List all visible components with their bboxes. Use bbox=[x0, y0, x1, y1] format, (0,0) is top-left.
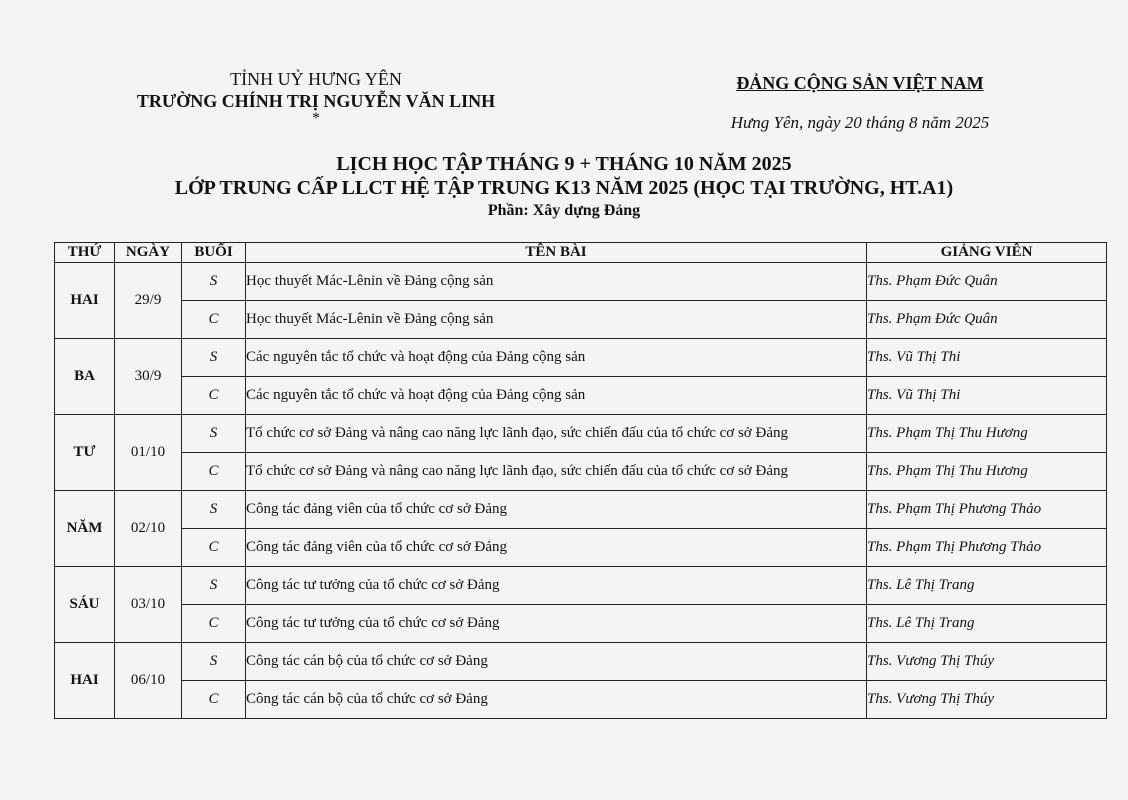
title-line-1: LỊCH HỌC TẬP THÁNG 9 + THÁNG 10 NĂM 2025 bbox=[336, 153, 792, 175]
place-date: Hưng Yên, ngày 20 tháng 8 năm 2025 bbox=[730, 113, 990, 132]
table-row bbox=[55, 263, 1107, 301]
date-cell: 03/10 bbox=[115, 567, 182, 643]
lesson-cell: Tổ chức cơ sở Đảng và nâng cao năng lực lãnh đạo, sức chiến đấu của tổ chức cơ sở Đảng bbox=[246, 415, 867, 453]
teacher-cell: Ths. Phạm Thị Thu Hương bbox=[867, 453, 1107, 491]
header-buoi: BUỔI bbox=[182, 243, 246, 263]
date-cell: 01/10 bbox=[115, 415, 182, 491]
weekday-cell: HAI bbox=[55, 643, 115, 719]
title-line-2: LỚP TRUNG CẤP LLCT HỆ TẬP TRUNG K13 NĂM 2025 (HỌC TẠI TRƯỜNG, HT.A1) bbox=[174, 177, 954, 199]
schedule-table bbox=[54, 242, 1107, 719]
session-cell: C bbox=[182, 529, 246, 567]
title-line-3: Phần: Xây dựng Đảng bbox=[487, 202, 641, 219]
lesson-cell: Các nguyên tắc tổ chức và hoạt động của Đảng cộng sản bbox=[246, 377, 867, 415]
teacher-cell: Ths. Phạm Thị Phương Thảo bbox=[867, 491, 1107, 529]
teacher-cell: Ths. Vũ Thị Thi bbox=[867, 377, 1107, 415]
session-cell: S bbox=[182, 567, 246, 605]
lesson-cell: Công tác tư tưởng của tổ chức cơ sở Đảng bbox=[246, 567, 867, 605]
teacher-cell: Ths. Phạm Đức Quân bbox=[867, 263, 1107, 301]
header-ngay: NGÀY bbox=[115, 243, 182, 263]
issuing-organization bbox=[96, 68, 536, 126]
weekday-cell: NĂM bbox=[55, 491, 115, 567]
party-name: ĐẢNG CỘNG SẢN VIỆT NAM bbox=[736, 73, 984, 93]
teacher-cell: Ths. Vương Thị Thúy bbox=[867, 681, 1107, 719]
session-cell: S bbox=[182, 643, 246, 681]
session-cell: S bbox=[182, 339, 246, 377]
table-row bbox=[55, 643, 1107, 681]
lesson-cell: Công tác đảng viên của tổ chức cơ sở Đảng bbox=[246, 529, 867, 567]
header-thu: THỨ bbox=[55, 243, 115, 263]
lesson-cell: Công tác cán bộ của tổ chức cơ sở Đảng bbox=[246, 643, 867, 681]
table-row bbox=[55, 377, 1107, 415]
lesson-cell: Các nguyên tắc tổ chức và hoạt động của Đảng cộng sản bbox=[246, 339, 867, 377]
table-row bbox=[55, 301, 1107, 339]
star-mark: * bbox=[312, 110, 320, 127]
session-cell: S bbox=[182, 491, 246, 529]
teacher-cell: Ths. Phạm Đức Quân bbox=[867, 301, 1107, 339]
lesson-cell: Học thuyết Mác-Lênin về Đảng cộng sản bbox=[246, 263, 867, 301]
table-row bbox=[55, 415, 1107, 453]
lesson-cell: Công tác tư tưởng của tổ chức cơ sở Đảng bbox=[246, 605, 867, 643]
session-cell: S bbox=[182, 263, 246, 301]
school-name: TRƯỜNG CHÍNH TRỊ NGUYỄN VĂN LINH bbox=[136, 91, 496, 111]
teacher-cell: Ths. Lê Thị Trang bbox=[867, 567, 1107, 605]
session-cell: S bbox=[182, 415, 246, 453]
document-title bbox=[0, 152, 1128, 222]
table-row bbox=[55, 605, 1107, 643]
teacher-cell: Ths. Lê Thị Trang bbox=[867, 605, 1107, 643]
weekday-cell: TƯ bbox=[55, 415, 115, 491]
table-row bbox=[55, 681, 1107, 719]
session-cell: C bbox=[182, 301, 246, 339]
table-row bbox=[55, 567, 1107, 605]
date-cell: 29/9 bbox=[115, 263, 182, 339]
weekday-cell: HAI bbox=[55, 263, 115, 339]
lesson-cell: Tổ chức cơ sở Đảng và nâng cao năng lực lãnh đạo, sức chiến đấu của tổ chức cơ sở Đảng bbox=[246, 453, 867, 491]
session-cell: C bbox=[182, 453, 246, 491]
teacher-cell: Ths. Vương Thị Thúy bbox=[867, 643, 1107, 681]
table-row bbox=[55, 339, 1107, 377]
teacher-cell: Ths. Phạm Thị Thu Hương bbox=[867, 415, 1107, 453]
session-cell: C bbox=[182, 681, 246, 719]
header-row bbox=[55, 243, 1107, 263]
lesson-cell: Công tác cán bộ của tổ chức cơ sở Đảng bbox=[246, 681, 867, 719]
header-giang-vien: GIẢNG VIÊN bbox=[867, 243, 1107, 263]
provincial-committee: TỈNH UỶ HƯNG YÊN bbox=[230, 69, 402, 89]
date-cell: 06/10 bbox=[115, 643, 182, 719]
session-cell: C bbox=[182, 605, 246, 643]
header-ten-bai: TÊN BÀI bbox=[246, 243, 867, 263]
teacher-cell: Ths. Phạm Thị Phương Thảo bbox=[867, 529, 1107, 567]
weekday-cell: SÁU bbox=[55, 567, 115, 643]
party-header bbox=[680, 72, 1040, 134]
teacher-cell: Ths. Vũ Thị Thi bbox=[867, 339, 1107, 377]
lesson-cell: Công tác đảng viên của tổ chức cơ sở Đảng bbox=[246, 491, 867, 529]
date-cell: 30/9 bbox=[115, 339, 182, 415]
table-row bbox=[55, 491, 1107, 529]
date-cell: 02/10 bbox=[115, 491, 182, 567]
table-row bbox=[55, 453, 1107, 491]
table-row bbox=[55, 529, 1107, 567]
lesson-cell: Học thuyết Mác-Lênin về Đảng cộng sản bbox=[246, 301, 867, 339]
weekday-cell: BA bbox=[55, 339, 115, 415]
session-cell: C bbox=[182, 377, 246, 415]
